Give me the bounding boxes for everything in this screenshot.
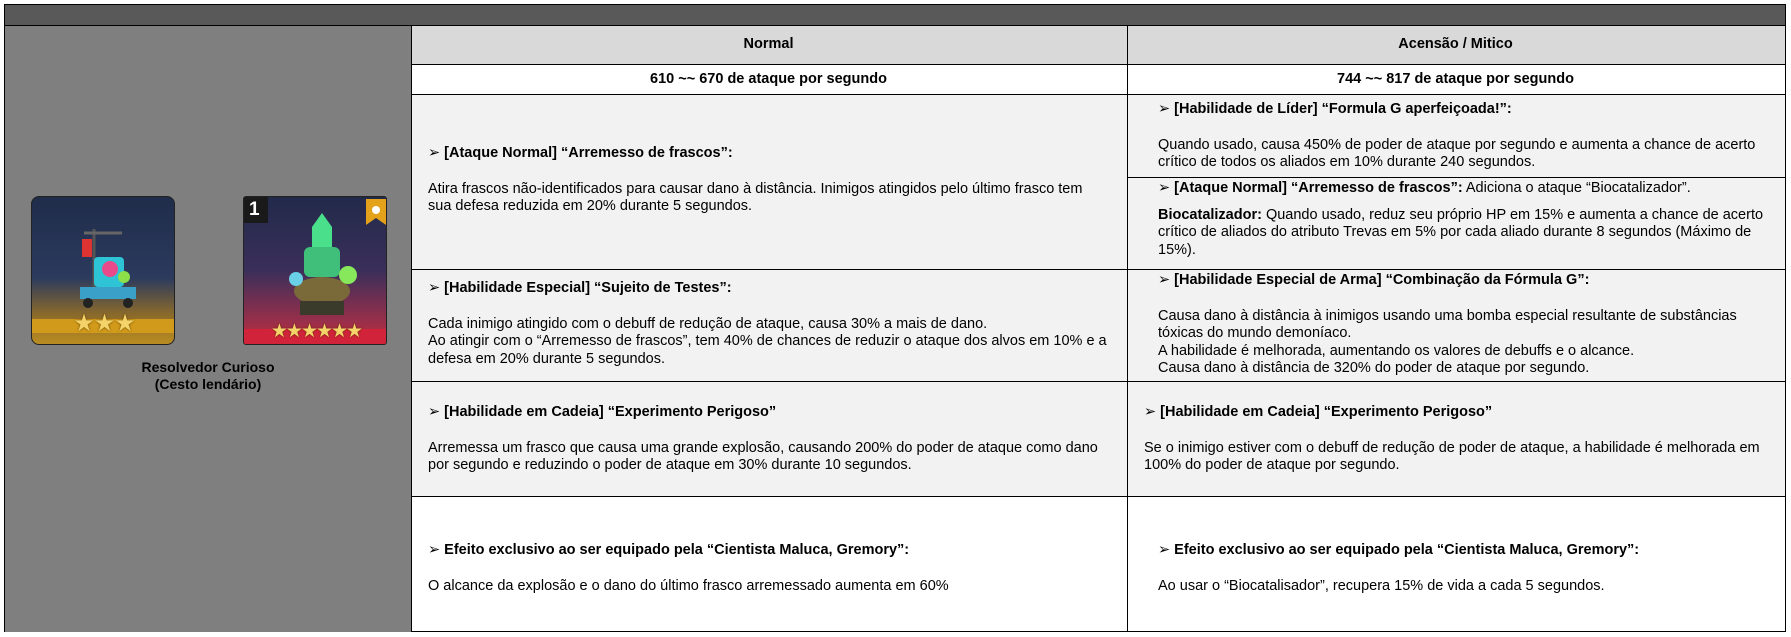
asc-exclusive-effect-cell — [1128, 497, 1786, 632]
exclusive-effect-title: ➢ Efeito exclusivo ao ser equipado pela “Cientista Maluca, Gremory”: — [428, 542, 910, 558]
attack-normal: 610 ~~ 670 de ataque por segundo — [412, 65, 1128, 95]
potion-cart-icon — [31, 196, 175, 345]
leader-skill-cell — [1128, 95, 1786, 178]
leader-skill-title: ➢ [Habilidade de Líder] “Formula G aperfeiçoada!”: — [1158, 101, 1512, 117]
star-rating-3: ★★★ — [73, 310, 135, 337]
item-panel — [5, 26, 412, 632]
asc-chain-skill-text: Se o inimigo estiver com o debuff de redução de poder de ataque, a habilidade é melhorada em 100% do poder de ataque por segundo. — [1144, 439, 1760, 473]
attack-ascension: 744 ~~ 817 de ataque por segundo — [1128, 65, 1786, 95]
special-skill-text-2: Ao atingir com o “Arremesso de frascos”, tem 40% de chances de reduzir o ataque dos alvos em 10% e a defesa em 20% durante 5 segundos. — [428, 333, 1107, 367]
asc-exclusive-effect-text: Ao usar o “Biocatalisador”, recupera 15% de vida a cada 5 segundos. — [1158, 577, 1605, 594]
chain-skill-title: ➢ [Habilidade em Cadeia] “Experimento Perigoso” — [428, 404, 777, 420]
weapon-skill-cell — [1128, 270, 1786, 382]
biocatalyst-title: Biocatalizador: — [1158, 206, 1262, 223]
weapon-skill-text-3: Causa dano à distância de 320% do poder de ataque por segundo. — [1158, 360, 1590, 376]
top-bar — [5, 5, 1785, 26]
weapon-info-table — [4, 4, 1786, 632]
rank-number: 1 — [249, 199, 260, 220]
weapon-skill-text-2: A habilidade é melhorada, aumentando os valores de debuffs e o alcance. — [1158, 342, 1635, 359]
item-subtitle: (Cesto lendário) — [154, 376, 262, 392]
special-skill-cell — [412, 270, 1128, 382]
header-ascension: Acensão / Mitico — [1128, 26, 1786, 65]
special-skill-title: ➢ [Habilidade Especial] “Sujeito de Testes”: — [428, 280, 732, 296]
biocatalyst-text: Quando usado, reduz seu próprio HP em 15% e aumenta a chance de acerto crítico de aliados do atributo Trevas em 5% por cada aliado durante 8 segundos (Máximo de 15%). — [1158, 206, 1764, 258]
chain-skill-text: Arremessa um frasco que causa uma grande explosão, causando 200% do poder de ataque como dano por segundo e reduzindo o poder de ataque em 30% durante 10 segundos. — [428, 439, 1098, 473]
asc-chain-skill-title: ➢ [Habilidade em Cadeia] “Experimento Perigoso” — [1144, 404, 1493, 420]
leader-skill-text: Quando usado, causa 450% de poder de ataque por segundo e aumenta a chance de acerto crítico de todos os aliados em 10% durante 240 segundos. — [1158, 136, 1756, 170]
asc-attack-title: ➢ [Ataque Normal] “Arremesso de frascos”: — [1158, 180, 1463, 196]
exclusive-effect-text: O alcance da explosão e o dano do último frasco arremessado aumenta em 60% — [428, 577, 949, 594]
chain-skill-cell — [412, 382, 1128, 497]
exclusive-effect-cell — [412, 497, 1128, 632]
normal-attack-cell — [412, 95, 1128, 270]
normal-attack-text: Atira frascos não-identificados para causar dano à distância. Inimigos atingidos pelo último frasco tem sua defesa reduzida em 20% durante 5 segundos. — [428, 180, 1083, 214]
weapon-skill-title: ➢ [Habilidade Especial de Arma] “Combinação da Fórmula G”: — [1158, 272, 1590, 288]
normal-attack-title: ➢ [Ataque Normal] “Arremesso de frascos”: — [428, 145, 733, 161]
weapon-skill-text-1: Causa dano à distância à inimigos usando uma bomba especial resultante de substâncias tóxicas do mundo demoníaco. — [1158, 307, 1737, 341]
asc-attack-cell — [1128, 178, 1786, 270]
stats-table — [412, 26, 1786, 632]
header-normal: Normal — [412, 26, 1128, 65]
special-skill-text-1: Cada inimigo atingido com o debuff de redução de ataque, causa 30% a mais de dano. — [428, 315, 988, 332]
star-rating-6: ★★★★★★ — [270, 321, 362, 342]
asc-chain-skill-cell — [1128, 382, 1786, 497]
flask-weapon-icon — [243, 196, 387, 345]
item-name: Resolvedor Curioso — [141, 359, 275, 375]
asc-attack-text: Adiciona o ataque “Biocatalizador”. — [1462, 180, 1691, 196]
item-caption — [5, 359, 411, 393]
asc-exclusive-effect-title: ➢ Efeito exclusivo ao ser equipado pela “Cientista Maluca, Gremory”: — [1158, 542, 1640, 558]
